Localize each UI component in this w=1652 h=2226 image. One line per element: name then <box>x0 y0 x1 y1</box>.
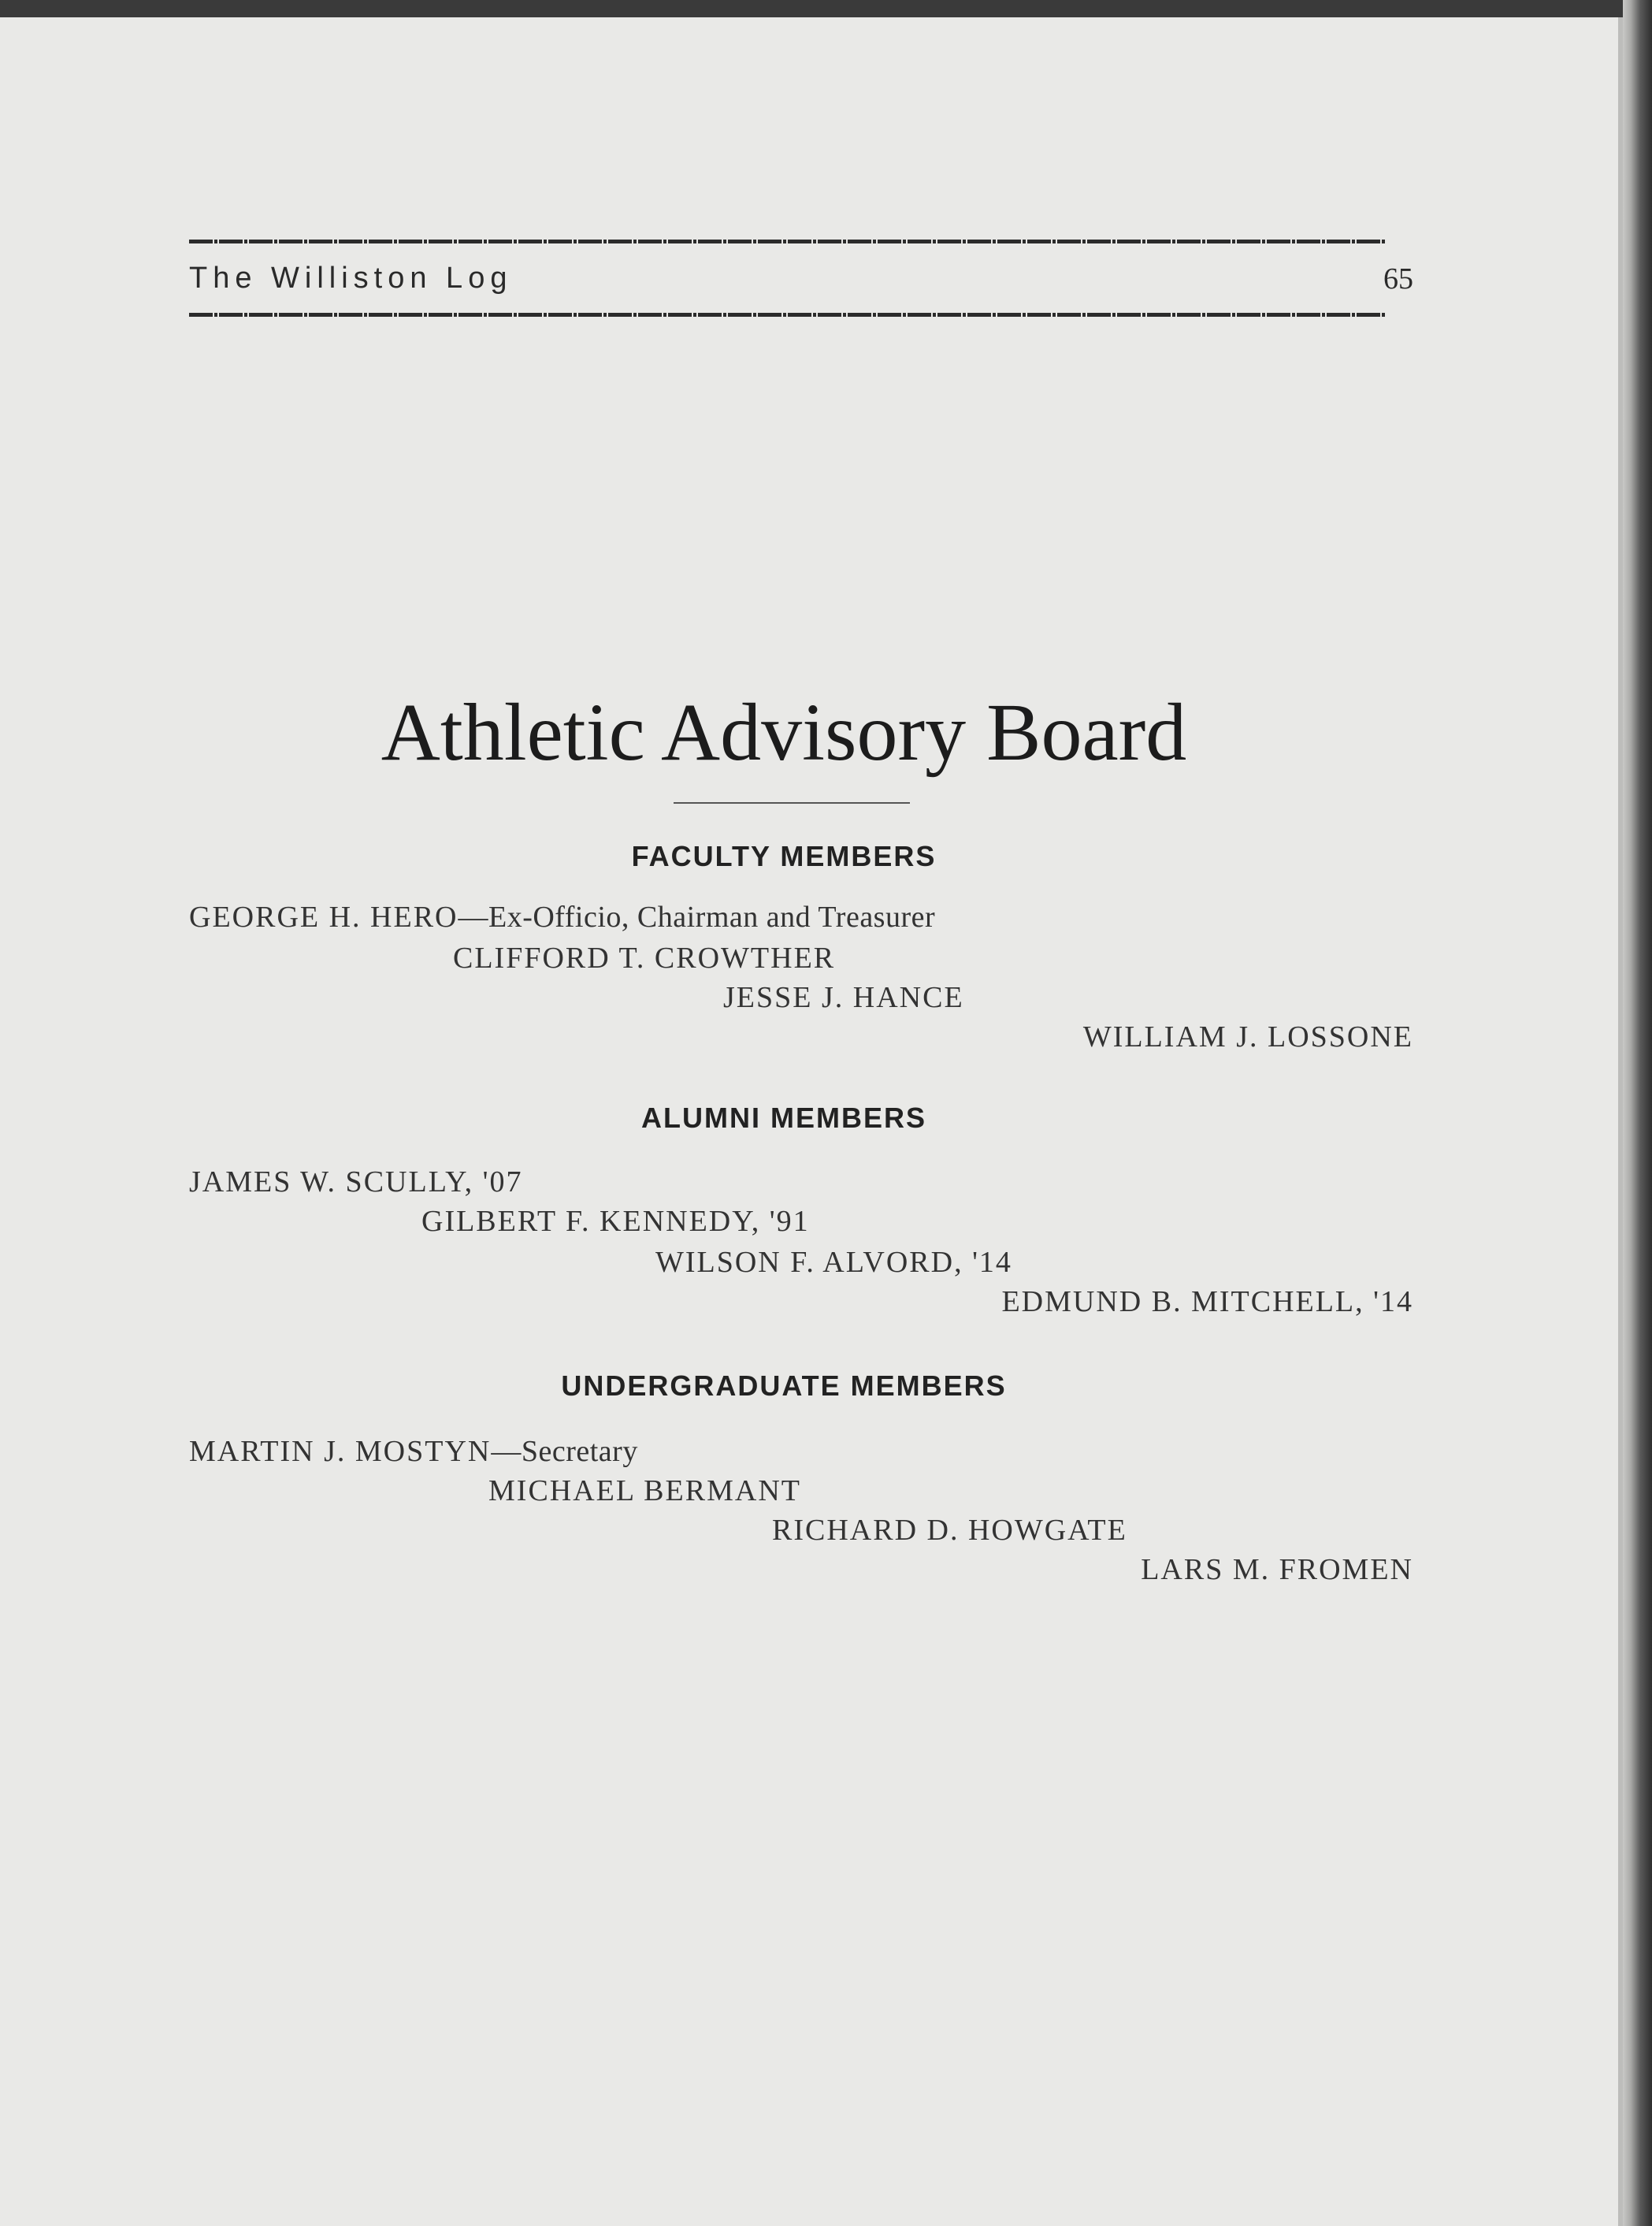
member-line <box>189 900 935 935</box>
member-note: —Ex-Officio, Chairman and Treasurer <box>458 901 936 934</box>
section-heading-undergraduate: UNDERGRADUATE MEMBERS <box>561 1369 1007 1402</box>
member-name: LARS M. FROMEN <box>1141 1553 1413 1586</box>
member-line <box>1001 1284 1413 1319</box>
member-name: MICHAEL BERMANT <box>488 1474 801 1507</box>
member-name: RICHARD D. HOWGATE <box>772 1514 1127 1547</box>
header-rule-bottom <box>189 313 1385 317</box>
page-edge-shadow <box>1623 0 1652 2226</box>
page-title: Athletic Advisory Board <box>381 687 1187 778</box>
member-line <box>655 1245 1012 1280</box>
member-line <box>772 1513 1127 1548</box>
member-line <box>1083 1020 1413 1054</box>
member-line <box>1141 1552 1413 1587</box>
member-line <box>421 1204 810 1239</box>
member-name: EDMUND B. MITCHELL, '14 <box>1001 1285 1413 1318</box>
member-line <box>453 941 835 976</box>
member-name: JESSE J. HANCE <box>723 981 964 1014</box>
member-name: MARTIN J. MOSTYN <box>189 1435 492 1468</box>
section-heading-alumni: ALUMNI MEMBERS <box>641 1102 926 1134</box>
running-title: The Williston Log <box>189 262 513 295</box>
member-name: CLIFFORD T. CROWTHER <box>453 942 836 975</box>
member-name: JAMES W. SCULLY, '07 <box>189 1165 523 1198</box>
member-line <box>723 980 964 1015</box>
member-name: GEORGE H. HERO <box>189 901 458 934</box>
member-name: WILSON F. ALVORD, '14 <box>655 1246 1012 1279</box>
member-line <box>189 1165 523 1199</box>
title-divider <box>674 802 910 804</box>
member-note: —Secretary <box>491 1435 638 1468</box>
member-name: GILBERT F. KENNEDY, '91 <box>421 1205 810 1238</box>
page-number: 65 <box>1383 262 1413 295</box>
header-rule-top <box>189 240 1385 243</box>
member-name: WILLIAM J. LOSSONE <box>1082 1020 1413 1054</box>
member-line <box>488 1473 801 1508</box>
member-line <box>189 1434 638 1469</box>
section-heading-faculty: FACULTY MEMBERS <box>631 840 937 872</box>
